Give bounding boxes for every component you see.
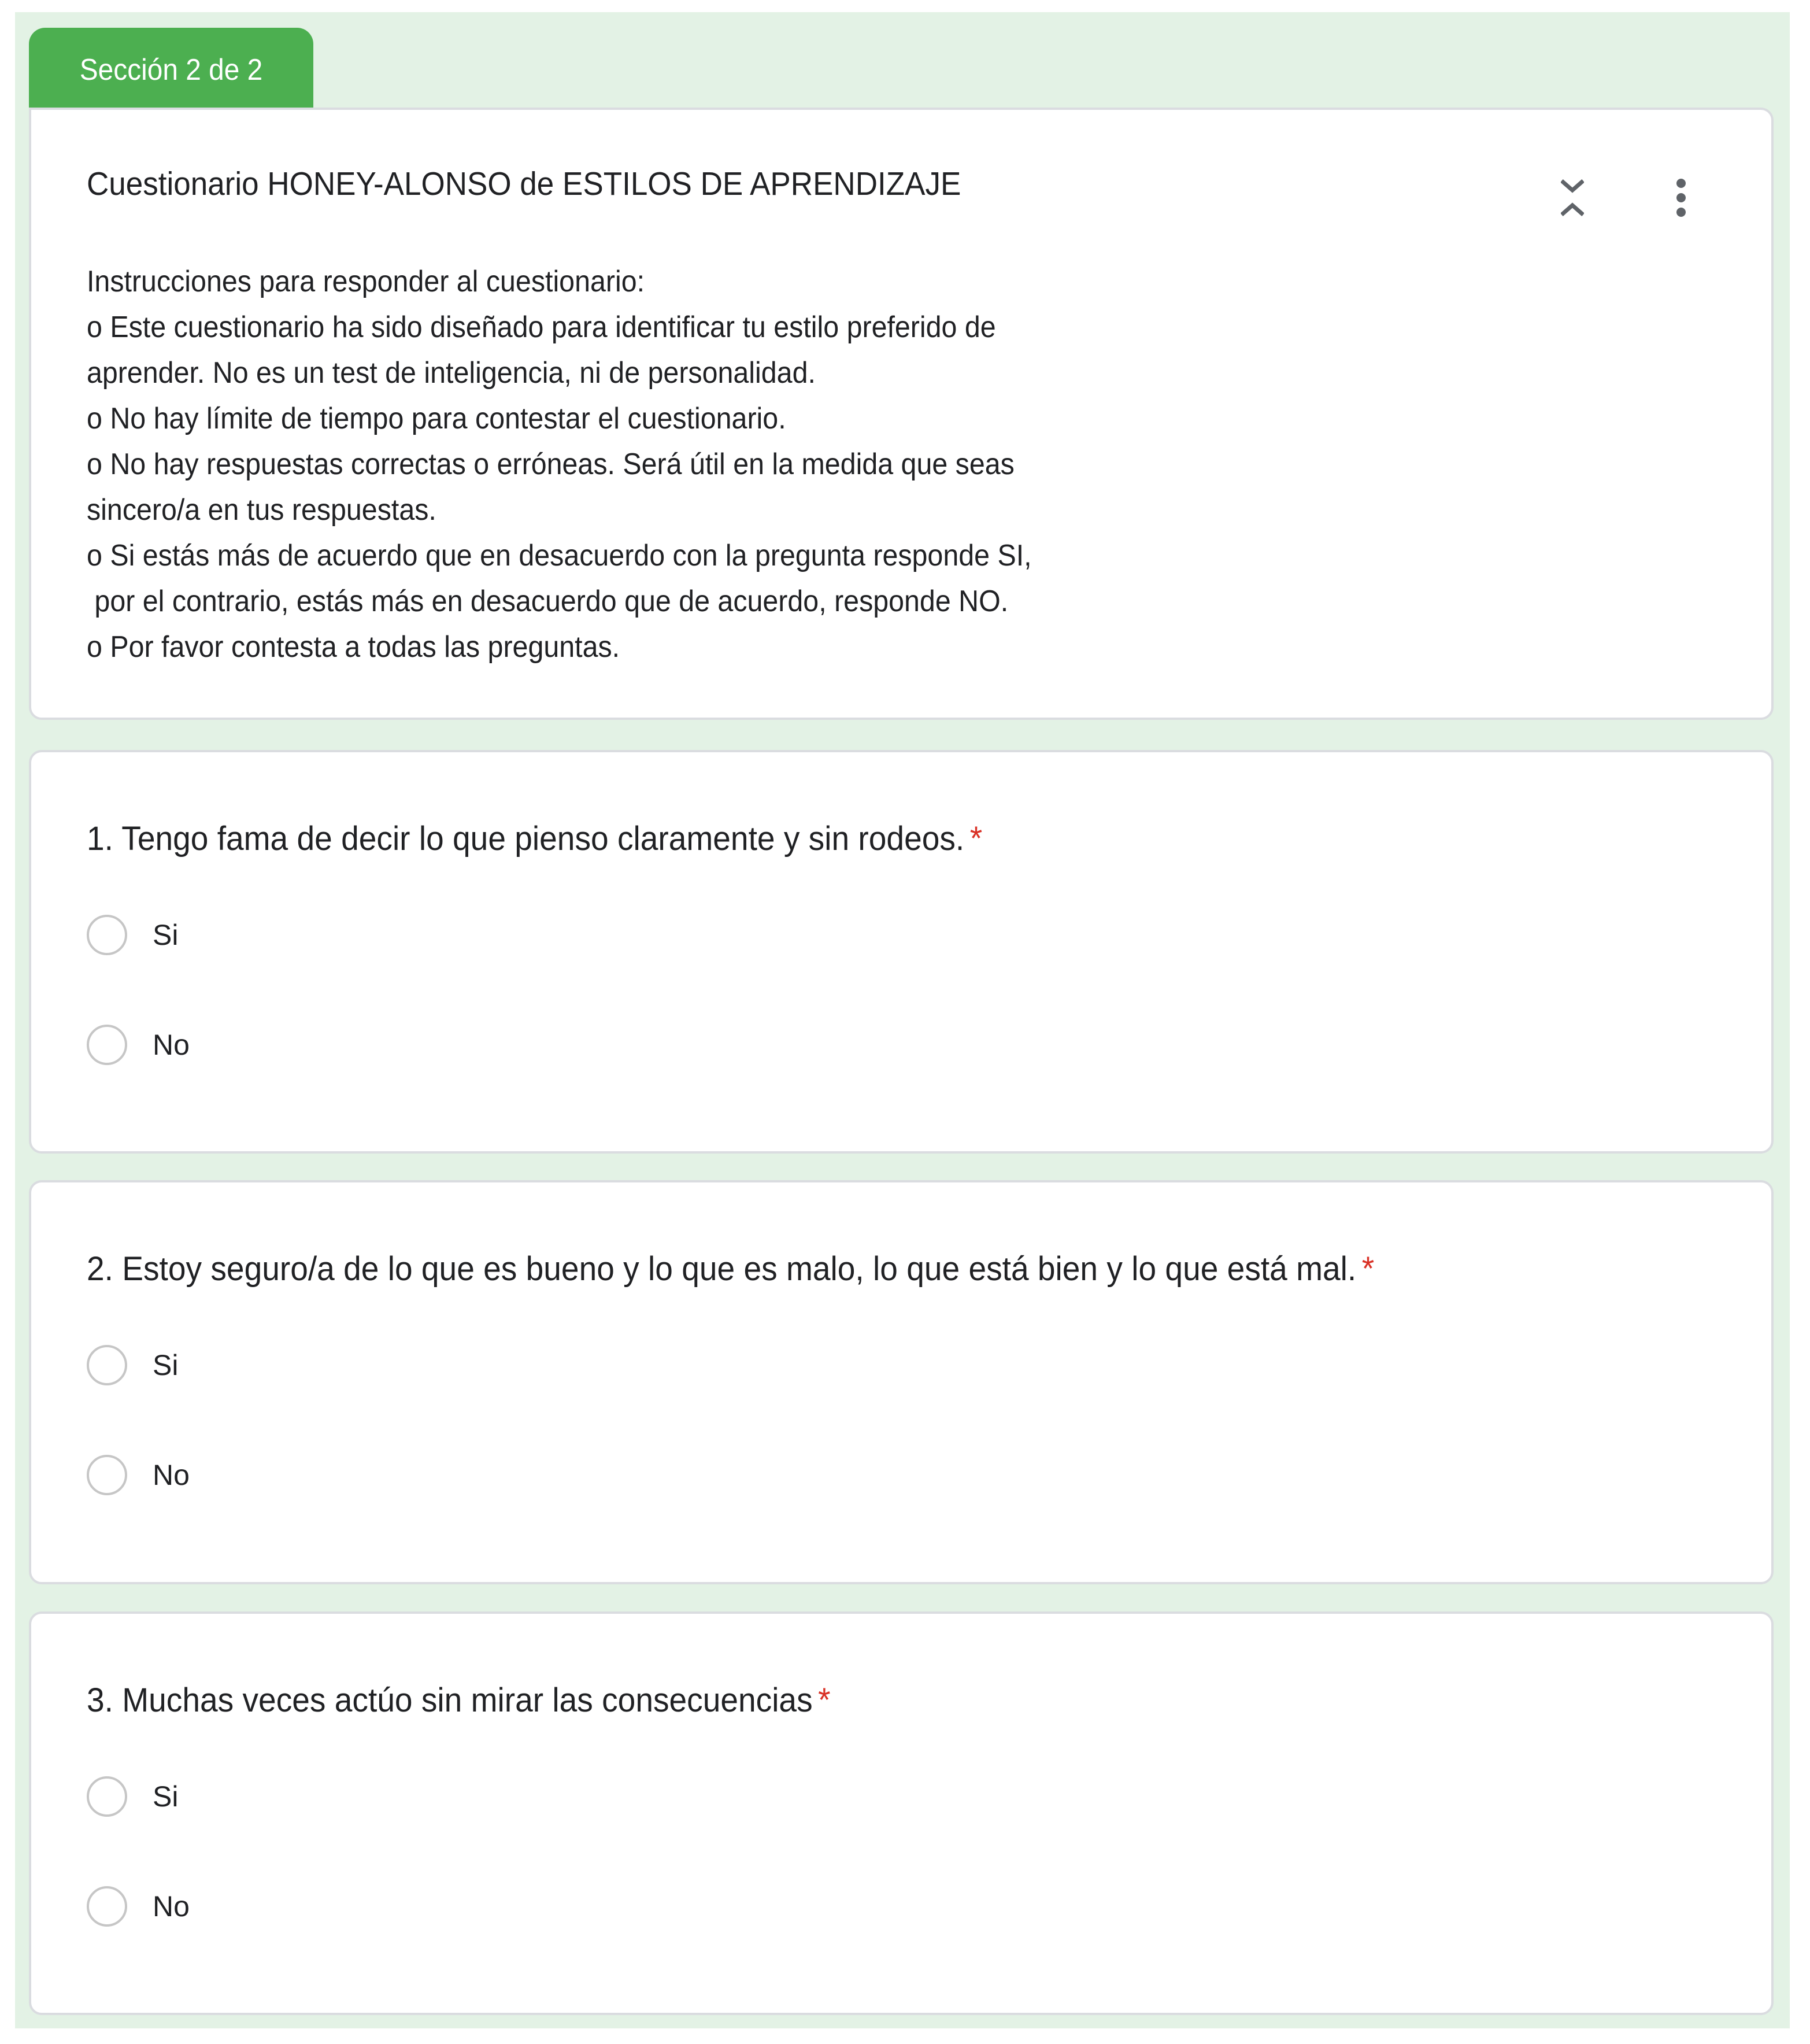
required-asterisk: * [969,820,983,857]
question-card-3 [29,1611,1774,2015]
description-line: o No hay límite de tiempo para contestar el cuestionario. [87,402,786,435]
description-line: por el contrario, estás más en desacuerdo que de acuerdo, responde NO. [87,585,1009,618]
question-title [87,1247,1374,1291]
description-line: Instrucciones para responder al cuestionario: [87,265,645,298]
radio-option-si[interactable] [87,1342,178,1388]
option-label: Si [153,1780,179,1813]
description-line: sincero/a en tus respuestas. [87,493,436,527]
radio-button[interactable] [87,1886,127,1927]
question-title [87,817,982,861]
option-label: Si [153,1349,179,1381]
radio-option-no[interactable] [87,1883,190,1930]
question-card-1 [29,750,1774,1154]
radio-button[interactable] [87,915,127,955]
section-description [87,259,1032,670]
radio-button[interactable] [87,1455,127,1495]
description-line: o Si estás más de acuerdo que en desacuerdo con la pregunta responde SI, [87,539,1032,572]
radio-option-no[interactable] [87,1452,190,1498]
collapse-section-button[interactable] [1549,175,1596,221]
radio-button[interactable] [87,1776,127,1817]
question-text: 2. Estoy seguro/a de lo que es bueno y lo que es malo, lo que está bien y lo que está mal. [87,1250,1357,1288]
collapse-icon [1561,179,1584,217]
section-title: Cuestionario HONEY-ALONSO de ESTILOS DE APRENDIZAJE [87,165,961,202]
option-label: No [153,1890,190,1923]
more-vert-icon [1675,179,1687,217]
question-text: 1. Tengo fama de decir lo que pienso claramente y sin rodeos. [87,820,965,857]
radio-button[interactable] [87,1345,127,1385]
header-actions [1549,175,1704,221]
description-line: o Este cuestionario ha sido diseñado para identificar tu estilo preferido de [87,311,996,344]
more-options-button[interactable] [1658,175,1704,221]
description-line: o Por favor contesta a todas las preguntas. [87,630,620,664]
radio-button[interactable] [87,1025,127,1065]
radio-option-no[interactable] [87,1022,190,1068]
option-label: Si [153,919,179,951]
required-asterisk: * [818,1681,831,1719]
section-header-card [29,108,1774,720]
question-card-2 [29,1180,1774,1584]
option-label: No [153,1459,190,1491]
radio-option-si[interactable] [87,1773,178,1820]
section-indicator-label: Sección 2 de 2 [79,53,263,87]
description-line: o No hay respuestas correctas o erróneas. Será útil en la medida que seas [87,448,1015,481]
radio-option-si[interactable] [87,912,178,958]
description-line: aprender. No es un test de inteligencia, ni de personalidad. [87,356,816,390]
question-title [87,1679,831,1723]
question-text: 3. Muchas veces actúo sin mirar las consecuencias [87,1681,813,1719]
section-indicator-tab [29,28,313,109]
required-asterisk: * [1361,1250,1375,1288]
option-label: No [153,1029,190,1061]
